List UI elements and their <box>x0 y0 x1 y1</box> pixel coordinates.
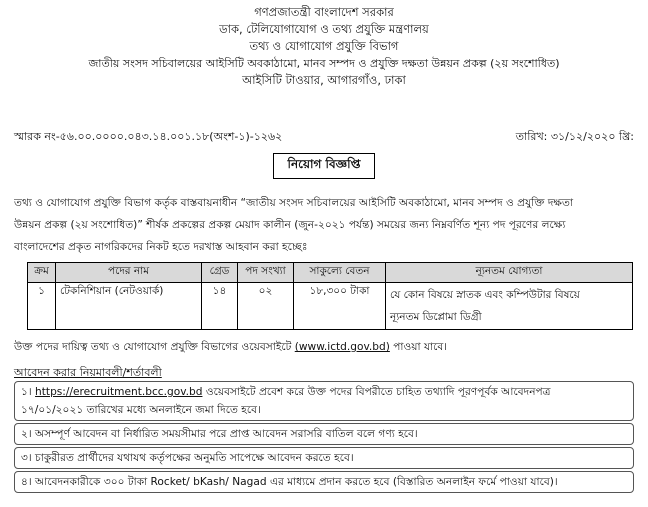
qualification-line: যে কোন বিষয়ে স্নাতক এবং কম্পিউটার বিষয়ে <box>390 289 580 301</box>
rules-heading: আবেদন করার নিয়মাবলী/শর্তাবলী <box>14 366 162 379</box>
intro-paragraph <box>14 192 634 258</box>
division-name: তথ্য ও যোগাযোগ প্রযুক্তি বিভাগ <box>249 39 399 53</box>
rule-line <box>21 473 627 491</box>
column-header-qualification: ন্যূনতম যোগ্যতা <box>386 263 633 283</box>
rules-list <box>14 381 634 495</box>
rule-item <box>14 447 634 469</box>
title-wrap <box>0 153 648 179</box>
column-header-post: পদের নাম <box>56 263 202 283</box>
cell-salary: ১৮,৩০০ টাকা <box>294 283 386 330</box>
column-header-count: পদ সংখ্যা <box>238 263 294 283</box>
duties-note <box>14 340 447 357</box>
intro-line: বাংলাদেশের প্রকৃত নাগরিকদের নিকট হতে দরখাস্ত আহবান করা হচ্ছেঃ <box>14 241 308 253</box>
table-header-row <box>28 263 633 283</box>
office-address: আইসিটি টাওয়ার, আগারগাঁও, ঢাকা <box>242 73 406 87</box>
ministry-name: ডাক, টেলিযোগাযোগ ও তথ্য প্রযুক্তি মন্ত্রণালয় <box>219 22 429 36</box>
government-name: গণপ্রজাতন্ত্রী বাংলাদেশ সরকার <box>254 5 394 19</box>
cell-count: ০২ <box>238 283 294 330</box>
intro-line: তথ্য ও যোগাযোগ প্রযুক্তি বিভাগ কর্তৃক বাস্তবায়নাধীন “জাতীয় সংসদ সচিবালয়ের আইসিটি অবকাঠামো, মানব সম্পদ ও প্রযুক্তি দক্ষতা <box>14 197 574 209</box>
rule-text: আবেদনকারীকে ৩০০ টাকা Rocket/ bKash/ Nagad এর মাধ্যমে প্রদান করতে হবে (বিস্তারিত অনলাইন ফর্মে পাওয়া যাবে)। <box>31 476 558 488</box>
project-name: জাতীয় সংসদ সচিবালয়ের আইসিটি অবকাঠামো, মানব সম্পদ ও প্রযুক্তি দক্ষতা উন্নয়ন প্রকল্প (২য় সংশোধিত) <box>88 57 560 70</box>
cell-grade: ১৪ <box>202 283 238 330</box>
memo-row <box>14 128 634 144</box>
rule-text: চাকুরীরত প্রার্থীদের যথাযথ কর্তৃপক্ষের অনুমতি সাপেক্ষে আবেদন করতে হবে। <box>31 452 354 464</box>
column-header-salary: সাকুল্যে বেতন <box>294 263 386 283</box>
rule-line <box>21 449 627 467</box>
rule-text: ওয়েবসাইটে প্রবেশ করে উক্ত পদের বিপরীতে চাহিত তথ্যাদি পূরণপূর্বক আবেদনপত্র <box>202 386 551 398</box>
rule-text: অসম্পূর্ণ আবেদন বা নির্ধারিত সময়সীমার পরে প্রাপ্ত আবেদন সরাসরি বাতিল বলে গণ্য হবে। <box>31 428 418 440</box>
notice-title: নিয়োগ বিজ্ঞপ্তি <box>273 153 376 179</box>
rule-item <box>14 381 634 421</box>
rule-item <box>14 423 634 445</box>
rule-line <box>21 425 627 443</box>
erecruitment-link[interactable]: https://erecruitment.bcc.gov.bd <box>35 386 203 398</box>
note-text: উক্ত পদের দায়িত্ব তথ্য ও যোগাযোগ প্রযুক্তি বিভাগের ওয়েবসাইটে <box>14 341 295 353</box>
rule-number: ১। <box>21 386 32 398</box>
rule-line <box>21 383 627 401</box>
cell-serial: ১ <box>28 283 56 330</box>
note-text: পাওয়া যাবে। <box>389 341 448 353</box>
posts-table <box>27 262 633 330</box>
rule-item <box>14 471 634 493</box>
memo-number: স্মারক নং-৫৬.০০.০০০০.০৪৩.১৪.০০১.১৮(অংশ-১)-১২৬২ <box>14 130 283 143</box>
rule-line: ১৭/০১/২০২১ তারিখের মধ্যে অনলাইনে জমা দিতে হবে। <box>21 404 261 416</box>
website-link[interactable]: (www.ictd.gov.bd) <box>294 341 390 353</box>
rule-number: ২। <box>21 428 32 440</box>
table-row <box>28 283 633 330</box>
cell-qualification <box>386 283 633 330</box>
rule-number: ৩। <box>21 452 32 464</box>
column-header-grade: গ্রেড <box>202 263 238 283</box>
letterhead <box>6 0 642 89</box>
rule-number: ৪। <box>21 476 32 488</box>
intro-line: উন্নয়ন প্রকল্প (২য় সংশোধিত)” শীর্ষক প্রকল্পের প্রকল্প মেয়াদ কালীন (জুন-২০২১ পর্যন্ত) সময়ের জন্য নিম্নবর্ণিত শূন্য পদ পূরণের লক্ষ্যে <box>14 219 566 231</box>
qualification-line: ন্যূনতম ডিপ্লোমা ডিগ্রী <box>390 311 482 323</box>
column-header-serial: ক্রম <box>28 263 56 283</box>
cell-post: টেকনিশিয়ান (নেটওয়ার্ক) <box>56 283 202 330</box>
memo-date: তারিখ: ৩১/১২/২০২০ খ্রি: <box>515 130 634 143</box>
